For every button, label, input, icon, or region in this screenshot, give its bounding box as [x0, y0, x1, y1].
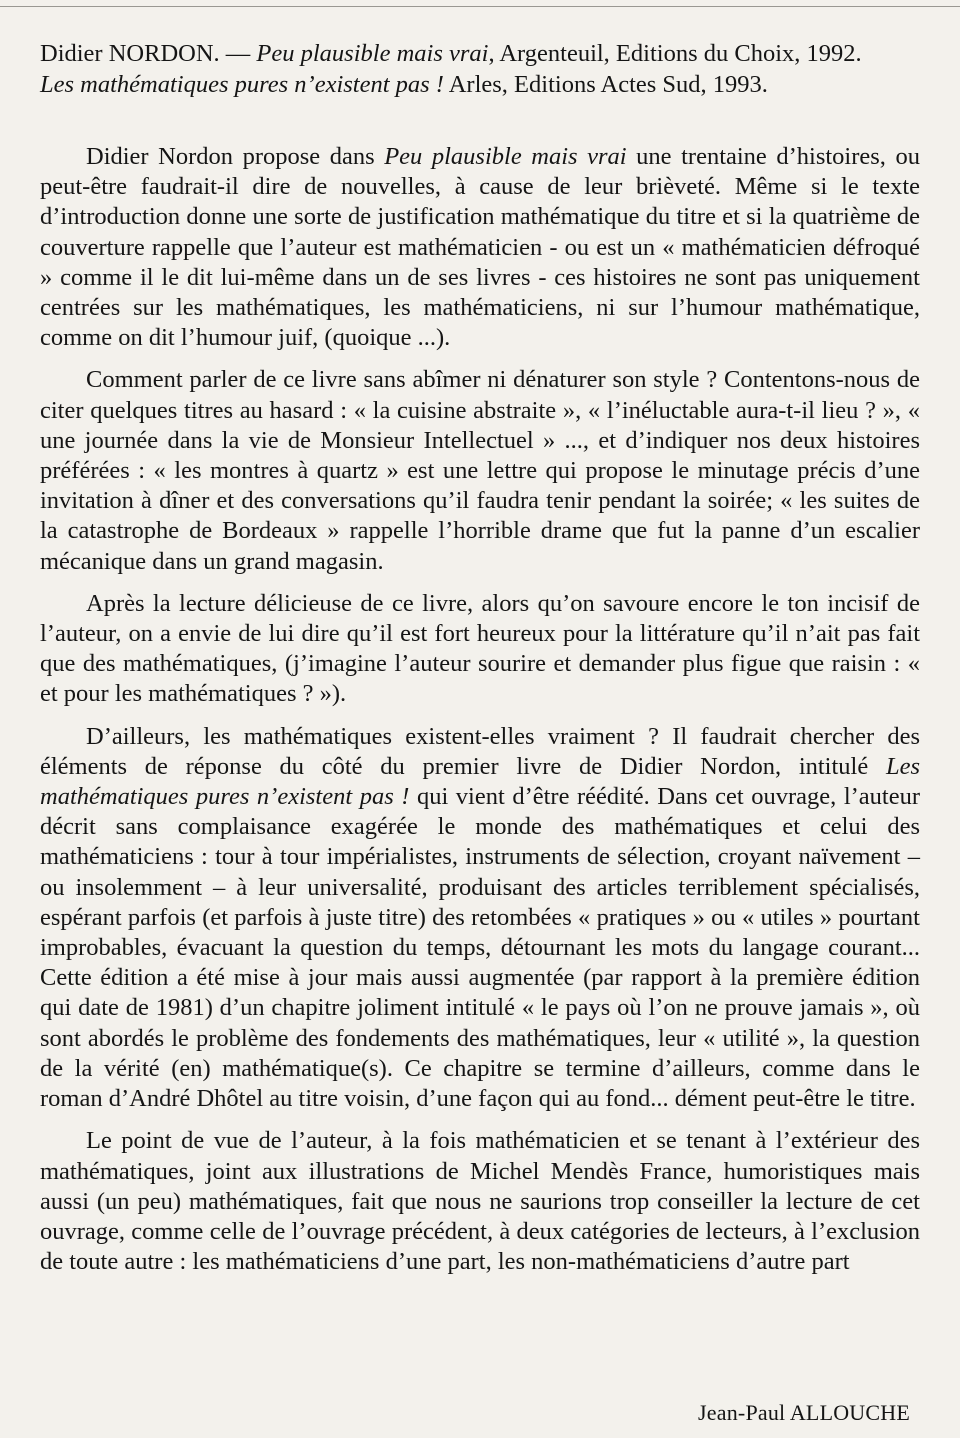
review-page: [40, 38, 920, 1289]
paragraph-2: Comment parler de ce livre sans abîmer ni dénaturer son style ? Contentons-nous de citer quelques titres au hasard : « la cuisine abstraite », « l’inéluctable aura-t-il lieu ? », « une journée dans la vie de Monsieur Intellectuel » ..., et d’indiquer nos deux histoires préférées : « les montres à quartz » est une lettre qui propose le minutage précis d’une invitation à dîner et des conversations qu’il faudra tenir pendant la soirée; « les suites de la catastrophe de Bordeaux » rappelle l’horrible drame que fut la panne d’un escalier mécanique dans un grand magasin.: [40, 366, 920, 575]
book-title: Les mathématiques pures n’existent pas !: [40, 752, 920, 811]
author-signature: Jean-Paul ALLOUCHE: [698, 1400, 910, 1425]
top-rule: [0, 6, 960, 7]
paragraph-text: qui vient d’être réédité. Dans cet ouvrage, l’auteur décrit sans complaisance exagérée le monde des mathématiques et celui des mathématiciens : tour à tour impérialistes, instruments de sélection, croyant naïvement – ou insolemment – à leur universalité, produisant des articles terriblement spécialisés, espérant parfois (et parfois à juste titre) des retombées « pratiques » ou « utiles » pourtant improbables, évacuant la question du temps, détournant les mots du langage courant... Cette édition a été mise à jour mais aussi augmentée (par rapport à la première édition qui date de 1981) d’un chapitre joliment intitulé « le pays où l’on ne prouve jamais », où sont abordés le problème des fondements des mathématiques, leur « utilité », la question de la vérité (en) mathématique(s). Ce chapitre se termine d’ailleurs, comme dans le roman d’André Dhôtel au titre voisin, d’une façon qui au fond... dément peut-être le titre.: [40, 783, 920, 1113]
reference-peu-plausible: [40, 38, 920, 69]
reference-author: Didier NORDON. —: [40, 40, 257, 67]
book-title: Peu plausible mais vrai: [384, 143, 627, 170]
paragraph-4: [40, 722, 920, 1115]
reference-title: Peu plausible mais vrai: [256, 40, 489, 67]
reference-title: Les mathématiques pures n’existent pas !: [40, 71, 444, 98]
reference-mathematiques-pures: [40, 69, 920, 100]
paragraph-1: [40, 142, 920, 353]
paragraph-text: D’ailleurs, les mathématiques existent-elles vraiment ? Il faudrait chercher des éléments de réponse du côté du premier livre de Didier Nordon, intitulé: [40, 722, 920, 780]
bibliographic-references: [40, 38, 920, 100]
reference-publisher: Arles, Editions Actes Sud, 1993.: [443, 71, 768, 98]
paragraph-text: Didier Nordon propose dans: [86, 143, 385, 170]
reference-publisher: , Argenteuil, Editions du Choix, 1992.: [488, 40, 862, 67]
paragraph-3: Après la lecture délicieuse de ce livre, alors qu’on savoure encore le ton incisif de l’auteur, on a envie de lui dire qu’il est fort heureux pour la littérature qu’il n’ait pas fait que des mathématiques, (j’imagine l’auteur sourire et demander plus figue que raisin : « et pour les mathématiques ? »).: [40, 589, 920, 708]
paragraph-5: Le point de vue de l’auteur, à la fois mathématicien et se tenant à l’extérieur des mathématiques, joint aux illustrations de Michel Mendès France, humoristiques mais aussi (un peu) mathématiques, fait que nous ne saurions trop conseiller la lecture de cet ouvrage, comme celle de l’ouvrage précédent, à deux catégories de lecteurs, à l’exclusion de toute autre : les mathématiciens d’une part, les non-mathématiciens d’autre part: [40, 1127, 920, 1276]
paragraph-text: une trentaine d’histoires, ou peut-être faudrait-il dire de nouvelles, à cause de leur brièveté. Même si le texte d’introduction donne une sorte de justification mathématique du titre et si la quatrième de couverture rappelle que l’auteur est mathématicien - ou est un « mathématicien défroqué » comme il le dit lui-même dans un de ses livres - ces histoires ne sont pas uniquement centrées sur les mathématiques, les mathématiciens, ni sur l’humour mathématique, comme on dit l’humour juif, (quoique ...).: [40, 143, 921, 352]
